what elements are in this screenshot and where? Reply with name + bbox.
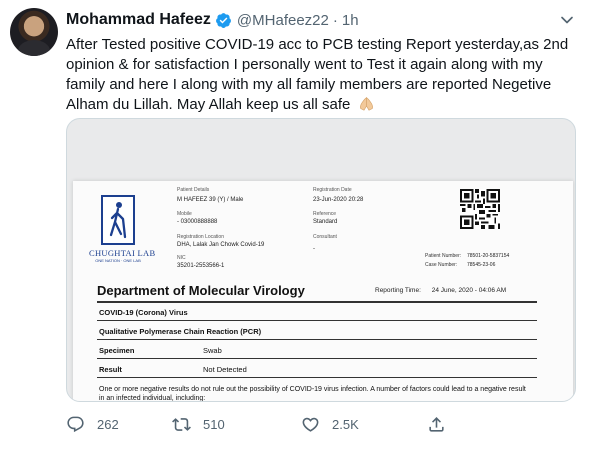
attached-image[interactable] xyxy=(66,118,576,402)
lab-tagline: ONE NATION · ONE LAB xyxy=(95,258,141,263)
divider xyxy=(97,358,537,359)
patient-name: M HAFEEZ 39 (Y) / Male xyxy=(177,197,244,203)
author-name[interactable]: Mohammad Hafeez xyxy=(66,11,211,28)
nic-label: NIC xyxy=(177,255,186,261)
reporting-time xyxy=(375,287,506,294)
tweet-text xyxy=(66,35,581,115)
report-note: One or more negative results do not rule out the possibility of COVID-19 virus infection. A number of factors could lead to a negative result in an infected individual, including: xyxy=(99,386,526,402)
test-method: Qualitative Polymerase Chain Reaction (PCR) xyxy=(99,327,262,336)
separator-dot: · xyxy=(332,11,338,29)
lab-report-document xyxy=(73,181,573,402)
specimen-value: Swab xyxy=(203,346,222,355)
mobile-label: Mobile xyxy=(177,211,192,217)
author-avatar[interactable] xyxy=(10,8,58,56)
lab-name: CHUGHTAI LAB xyxy=(89,248,156,258)
retweet-button[interactable] xyxy=(172,412,225,436)
tweet-actions xyxy=(66,412,586,436)
result-label: Result xyxy=(99,365,122,374)
retweet-icon xyxy=(172,415,191,434)
walking-man-icon xyxy=(101,195,135,245)
lab-logo xyxy=(89,195,156,263)
divider xyxy=(97,339,537,340)
tweet-header xyxy=(66,9,549,31)
verified-badge-icon xyxy=(215,12,232,29)
patient-details-label: Patient Details xyxy=(177,187,210,193)
department-title: Department of Molecular Virology xyxy=(97,283,305,298)
patient-number-label: Patient Number: xyxy=(425,253,462,259)
author-handle[interactable]: @MHafeez22 xyxy=(236,11,329,29)
result-value: Not Detected xyxy=(203,365,247,374)
reply-count: 262 xyxy=(97,416,119,432)
share-icon xyxy=(427,415,446,434)
specimen-label: Specimen xyxy=(99,346,135,355)
like-count: 2.5K xyxy=(332,416,359,432)
qr-code xyxy=(460,189,500,229)
chevron-down-icon[interactable] xyxy=(557,10,577,30)
registration-location-label: Registration Location xyxy=(177,234,224,240)
reply-icon xyxy=(66,415,85,434)
reporting-time-label: Reporting Time: xyxy=(375,287,421,294)
case-number-label: Case Number: xyxy=(425,262,458,268)
virus-name: COVID-19 (Corona) Virus xyxy=(99,308,188,317)
mobile-value: - 03000888888 xyxy=(177,219,218,225)
divider xyxy=(97,301,537,303)
registration-location-value: DHA, Lalak Jan Chowk Covid-19 xyxy=(177,242,265,248)
reference-value: Standard xyxy=(313,219,338,225)
folded-hands-icon xyxy=(358,96,375,111)
patient-number-value: 78501-20-5837154 xyxy=(467,253,510,259)
consultant-value: - xyxy=(313,246,315,252)
reporting-time-value: 24 June, 2020 - 04:06 AM xyxy=(431,287,507,294)
tweet-body: After Tested positive COVID-19 acc to PCB testing Report yesterday,as 2nd opinion & for satisfaction I personally went to Test it again along with my family and here I along with my all family members are reported Negetive Alham du Lillah. May Allah keep us all safe xyxy=(66,36,569,113)
like-icon xyxy=(301,415,320,434)
nic-value: 35201-2553566-1 xyxy=(177,263,225,269)
tweet-time[interactable]: 1h xyxy=(341,11,359,29)
divider xyxy=(97,377,537,378)
divider xyxy=(97,320,537,321)
reference-label: Reference xyxy=(313,211,337,217)
retweet-count: 510 xyxy=(203,416,225,432)
registration-date-value: 23-Jun-2020 20:28 xyxy=(313,197,364,203)
reply-button[interactable] xyxy=(66,412,119,436)
consultant-label: Consultant xyxy=(313,234,337,240)
registration-date-label: Registration Date xyxy=(313,187,352,193)
like-button[interactable] xyxy=(301,412,359,436)
case-number-value: 78545-23-06 xyxy=(467,262,496,268)
share-button[interactable] xyxy=(427,412,458,436)
